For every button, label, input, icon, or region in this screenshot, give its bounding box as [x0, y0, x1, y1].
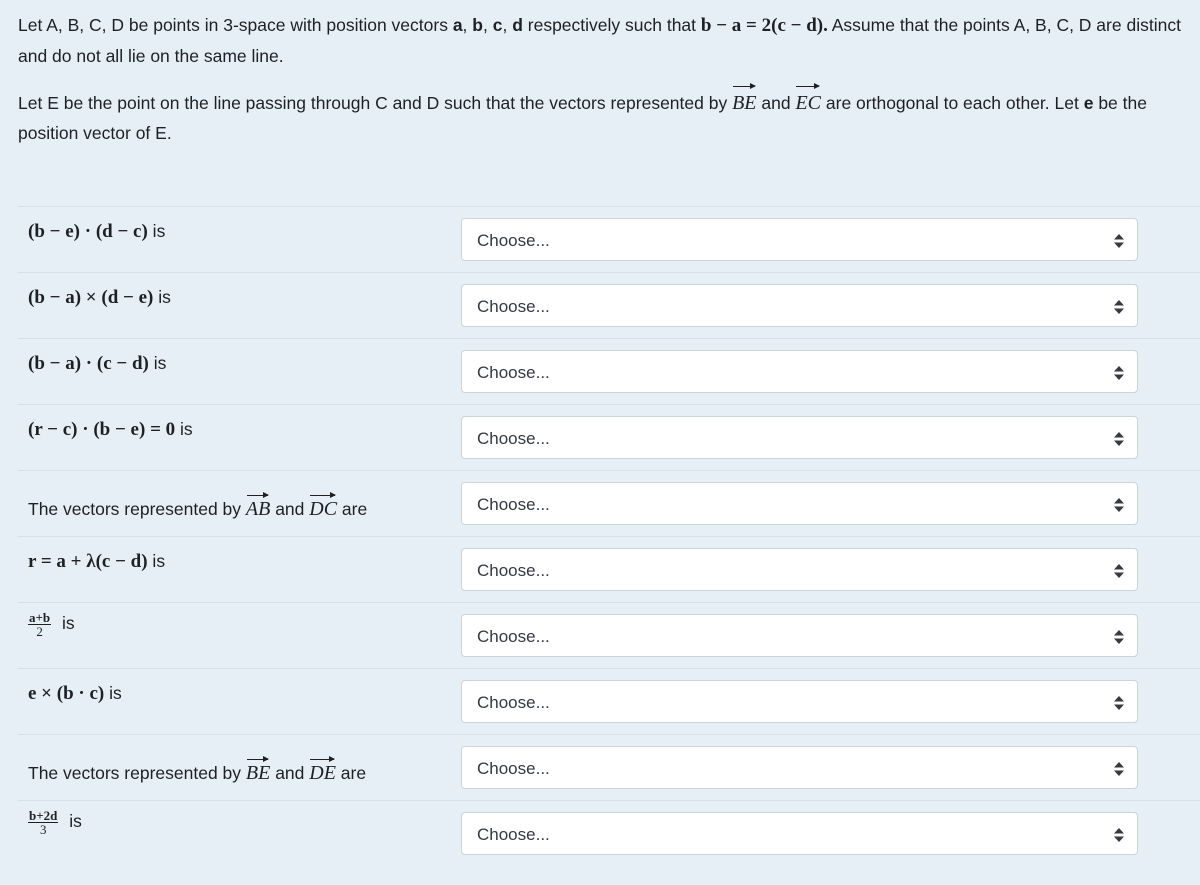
select-value: Choose... — [477, 693, 550, 712]
vector-e: e — [1083, 93, 1094, 113]
label-text: The vectors represented by — [28, 763, 246, 783]
vector-c: c — [492, 15, 503, 35]
point-e-definition-paragraph — [18, 88, 1194, 148]
answer-select[interactable] — [461, 548, 1138, 591]
question-row — [18, 536, 1200, 603]
intro-text: Let E be the point on the line passing through C and D such that the vectors represented by — [18, 93, 733, 113]
math-expression: (r − c) · (b − e) = 0 — [28, 419, 176, 440]
question-label — [28, 285, 171, 310]
math-expression: (b − a) × (d − e) — [28, 287, 154, 308]
question-label — [28, 417, 193, 442]
select-value: Choose... — [477, 231, 550, 250]
question-label — [28, 351, 166, 376]
question-row — [18, 206, 1200, 273]
select-value: Choose... — [477, 495, 550, 514]
question-row — [18, 602, 1200, 669]
label-suffix: is — [175, 419, 193, 439]
answer-select[interactable] — [461, 482, 1138, 525]
updown-arrows-icon — [1112, 233, 1126, 249]
answer-select[interactable] — [461, 350, 1138, 393]
select-value: Choose... — [477, 297, 550, 316]
updown-arrows-icon — [1112, 695, 1126, 711]
fraction — [28, 611, 51, 638]
intro-text: are orthogonal to each other. Let — [821, 93, 1084, 113]
label-suffix: is — [153, 287, 171, 307]
vector-equation: b − a = 2(c − d). — [700, 15, 828, 36]
select-value: Choose... — [477, 825, 550, 844]
label-text: The vectors represented by — [28, 499, 246, 519]
answer-select[interactable] — [461, 284, 1138, 327]
math-expression: (b − e) · (d − c) — [28, 221, 148, 242]
updown-arrows-icon — [1112, 299, 1126, 315]
updown-arrows-icon — [1112, 365, 1126, 381]
vector-ec: EC — [795, 88, 821, 118]
intro-text: respectively such that — [522, 15, 701, 35]
label-suffix: is — [147, 221, 166, 241]
label-suffix: are — [337, 499, 368, 519]
updown-arrows-icon — [1112, 497, 1126, 513]
vector-de: DE — [309, 762, 336, 784]
question-label — [28, 611, 75, 638]
question-row — [18, 470, 1200, 537]
select-value: Choose... — [477, 429, 550, 448]
updown-arrows-icon — [1112, 761, 1126, 777]
question-row — [18, 668, 1200, 735]
label-suffix: is — [57, 613, 75, 634]
vector-ab: AB — [245, 498, 271, 520]
separator: , — [482, 15, 493, 35]
question-label — [28, 219, 165, 244]
question-row — [18, 404, 1200, 471]
question-label — [28, 809, 82, 836]
answer-select[interactable] — [461, 416, 1138, 459]
updown-arrows-icon — [1112, 431, 1126, 447]
answer-select[interactable] — [461, 680, 1138, 723]
question-label — [28, 761, 366, 785]
intro-text: Assume that the points A, B, C, D are distinct and do not all lie on the same line. — [18, 15, 1181, 66]
question-row — [18, 800, 1200, 867]
vector-dc: DC — [309, 498, 338, 520]
problem-intro-paragraph — [18, 10, 1194, 71]
select-value: Choose... — [477, 759, 550, 778]
fraction-denominator: 2 — [36, 624, 43, 639]
conjunction: and — [756, 93, 796, 113]
conjunction: and — [270, 499, 310, 519]
fraction-denominator: 3 — [39, 822, 47, 837]
label-suffix: is — [64, 811, 82, 832]
vector-d: d — [512, 15, 523, 35]
question-label — [28, 681, 122, 706]
intro-text: Let A, B, C, D be points in 3-space with position vectors — [18, 15, 453, 35]
updown-arrows-icon — [1112, 629, 1126, 645]
separator: , — [462, 15, 473, 35]
answer-select[interactable] — [461, 218, 1138, 261]
label-suffix: is — [148, 353, 167, 373]
label-suffix: are — [335, 763, 367, 783]
fraction — [28, 809, 58, 836]
separator: , — [502, 15, 513, 35]
question-label — [28, 497, 367, 521]
math-expression: e × (b · c) — [28, 683, 105, 704]
fraction-numerator: a+b — [29, 610, 51, 625]
fraction-numerator: b+2d — [29, 808, 58, 823]
vector-a: a — [452, 15, 463, 35]
answer-select[interactable] — [461, 614, 1138, 657]
question-row — [18, 338, 1200, 405]
vector-be: BE — [732, 88, 756, 118]
updown-arrows-icon — [1112, 827, 1126, 843]
vector-be: BE — [245, 762, 271, 784]
vector-b: b — [472, 15, 483, 35]
question-label — [28, 549, 165, 574]
question-row — [18, 734, 1200, 801]
answer-select[interactable] — [461, 812, 1138, 855]
math-expression: r = a + λ(c − d) — [28, 551, 148, 572]
answer-select[interactable] — [461, 746, 1138, 789]
select-value: Choose... — [477, 363, 550, 382]
select-value: Choose... — [477, 561, 550, 580]
label-suffix: is — [104, 683, 122, 703]
conjunction: and — [270, 763, 310, 783]
updown-arrows-icon — [1112, 563, 1126, 579]
question-row — [18, 272, 1200, 339]
math-expression: (b − a) · (c − d) — [28, 353, 149, 374]
label-suffix: is — [147, 551, 166, 571]
intro-text: be the position vector of E. — [18, 93, 1147, 143]
select-value: Choose... — [477, 627, 550, 646]
